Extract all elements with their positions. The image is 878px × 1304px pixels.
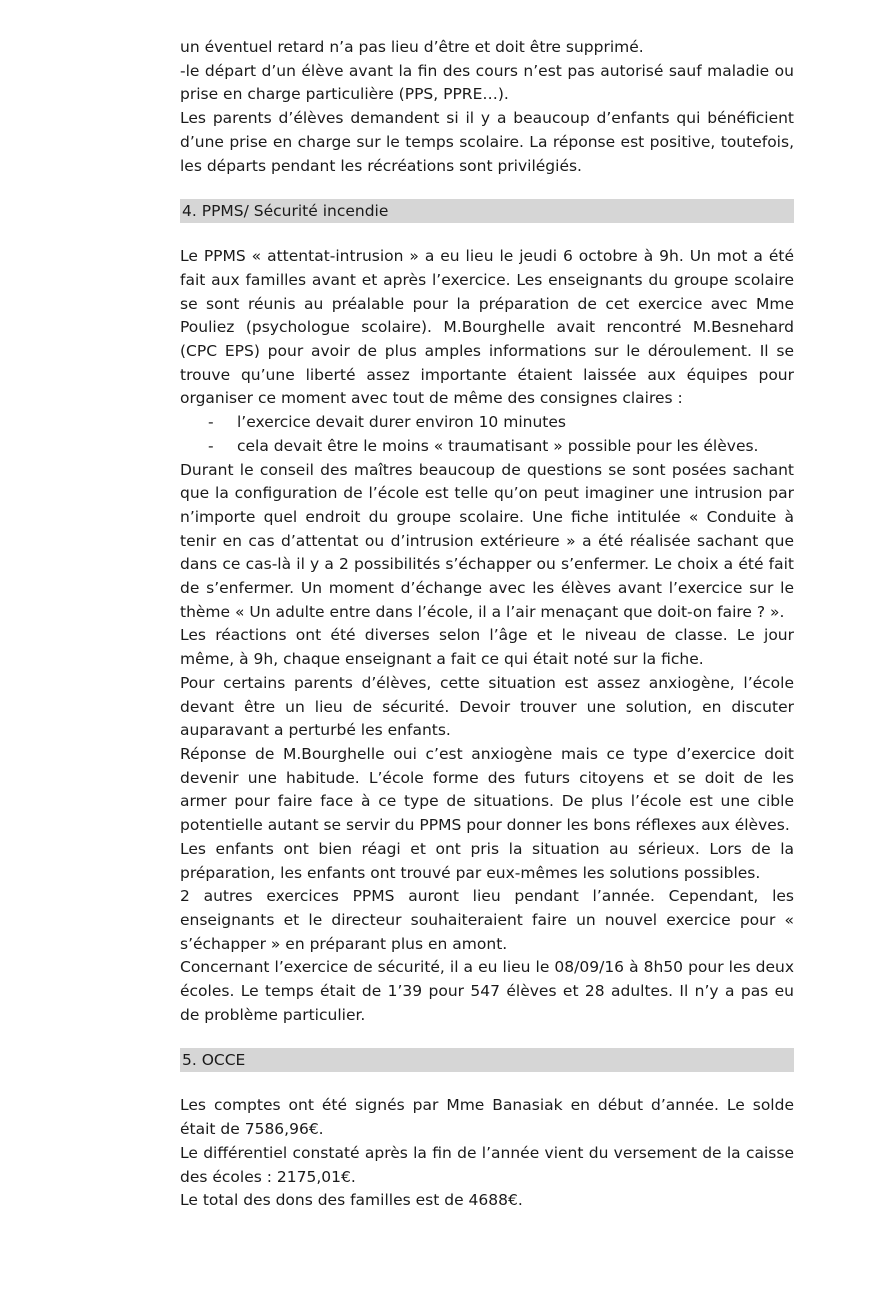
section-4-bullet-list (180, 411, 794, 458)
list-item-text: l’exercice devait durer environ 10 minutes (237, 413, 566, 432)
section-5-header: 5. OCCE (180, 1048, 794, 1072)
section-5-paragraph-1: Les comptes ont été signés par Mme Banasiak en début d’année. Le solde était de 7586,96€. (180, 1096, 794, 1139)
section-4-header: 4. PPMS/ Sécurité incendie (180, 199, 794, 223)
section-4-paragraph-2: Les réactions ont été diverses selon l’âge et le niveau de classe. Le jour même, à 9h, chaque enseignant a fait ce qui était noté sur la fiche. (180, 626, 794, 669)
dash-bullet-icon: - (208, 436, 214, 455)
section-4-paragraph-5: Les enfants ont bien réagi et ont pris la situation au sérieux. Lors de la préparation, les enfants ont trouvé par eux-mêmes les solutions possibles. (180, 839, 794, 882)
section-5-paragraph-3: Le total des dons des familles est de 4688€. (180, 1191, 523, 1210)
intro-paragraph-2: -le départ d’un élève avant la fin des cours n’est pas autorisé sauf maladie ou prise en charge particulière (PPS, PPRE…). (180, 61, 794, 104)
section-5-paragraph-2: Le différentiel constaté après la fin de l’année vient du versement de la caisse des écoles : 2175,01€. (180, 1143, 794, 1186)
intro-paragraph-1: un éventuel retard n’a pas lieu d’être et doit être supprimé. (180, 38, 644, 56)
section-4-paragraph-4: Réponse de M.Bourghelle oui c’est anxiogène mais ce type d’exercice doit devenir une habitude. L’école forme des futurs citoyens et se doit de les armer pour faire face à ce type de situations. De plus l’école est une cible potentielle autant se servir du PPMS pour donner les bons réflexes aux élèves. (180, 744, 794, 835)
dash-bullet-icon: - (208, 413, 214, 432)
list-item (180, 435, 794, 459)
document-page (180, 36, 794, 1213)
list-item-text: cela devait être le moins « traumatisant » possible pour les élèves. (237, 436, 759, 455)
section-4-paragraph-6: 2 autres exercices PPMS auront lieu pendant l’année. Cependant, les enseignants et le directeur souhaiteraient faire un nouvel exercice pour « s’échapper » en préparant plus en amont. (180, 887, 794, 953)
section-4-paragraph-1: Durant le conseil des maîtres beaucoup de questions se sont posées sachant que la configuration de l’école est telle qu’on peut imaginer une intrusion par n’importe quel endroit du groupe scolaire. Une fiche intitulée « Conduite à tenir en cas d’attentat ou d’intrusion extérieure » a été réalisée sachant que dans ce cas-là il y a 2 possibilités s’échapper ou s’enfermer. Le choix a été fait de s’enfermer. Un moment d’échange avec les élèves avant l’exercice sur le thème « Un adulte entre dans l’école, il a l’air menaçant que doit-on faire ? ». (180, 460, 794, 621)
section-4-paragraph-3: Pour certains parents d’élèves, cette situation est assez anxiogène, l’école devant être un lieu de sécurité. Devoir trouver une solution, en discuter auparavant a perturbé les enfants. (180, 673, 794, 740)
section-4-paragraph-intro: Le PPMS « attentat-intrusion » a eu lieu le jeudi 6 octobre à 9h. Un mot a été fait aux familles avant et après l’exercice. Les enseignants du groupe scolaire se sont réunis au préalable pour la préparation de cet exercice avec Mme Pouliez (psychologue scolaire). M.Bourghelle avait rencontré M.Besnehard (CPC EPS) pour avoir de plus amples informations sur le déroulement. Il se trouve qu’une liberté assez importante étaient laissée aux équipes pour organiser ce moment avec tout de même des consignes claires : (180, 247, 794, 408)
list-item (180, 411, 794, 435)
intro-paragraph-3: Les parents d’élèves demandent si il y a beaucoup d’enfants qui bénéficient d’une prise en charge sur le temps scolaire. La réponse est positive, toutefois, les départs pendant les récréations sont privilégiés. (180, 109, 794, 175)
section-4-paragraph-7: Concernant l’exercice de sécurité, il a eu lieu le 08/09/16 à 8h50 pour les deux écoles. Le temps était de 1’39 pour 547 élèves et 28 adultes. Il n’y a pas eu de problème particulier. (180, 958, 794, 1024)
